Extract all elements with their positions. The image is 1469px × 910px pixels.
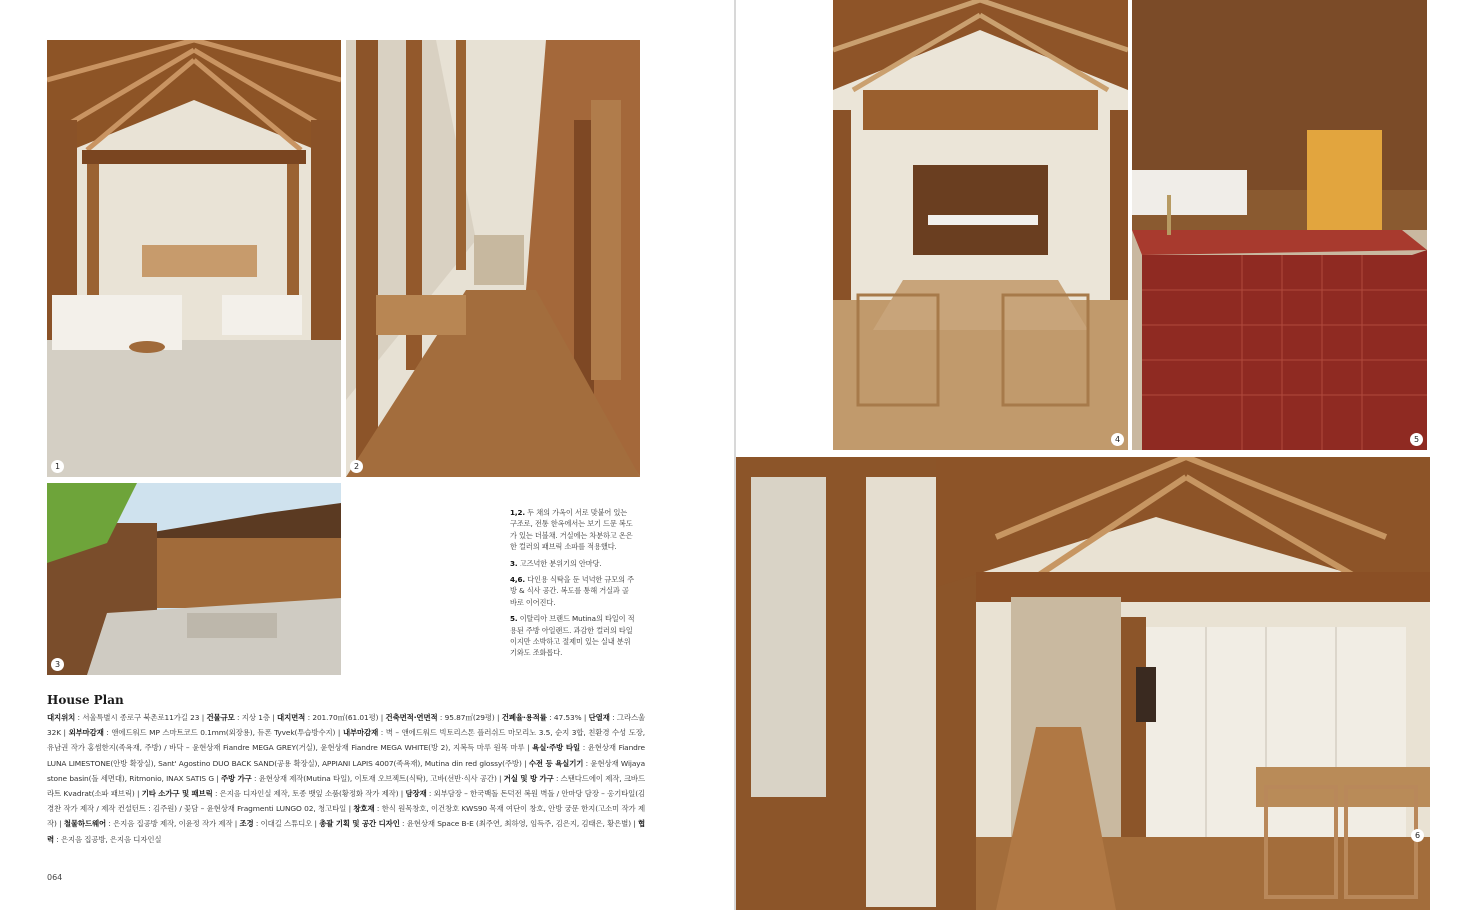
- living-room-illustration: [47, 40, 341, 477]
- spec-value: 윤현상재 제작(Mutina 타일), 이토재 오브젝트(식탁), 고바(선반·식사 공간): [258, 773, 497, 783]
- caption-text: 다인용 식탁을 둔 넉넉한 규모의 주방 & 식사 공간. 복도를 통해 거실과 골바로 이어진다.: [510, 575, 634, 607]
- corridor-illustration: [346, 40, 640, 477]
- spec-value: 윤현상재 Fiandre LUNA LIMESTONE(안방 확장실), Sant' Agostino DUO BACK SAND(공용 확장실), APPIANI LAPIS 4007(족욕재), Mutina din red glossy(주방): [47, 743, 645, 768]
- spec-value: 한식 원목창호, 이건창호 KWS90 목재 여단이 창호, 안방 궁문 한지(고소미 작가 제작): [47, 804, 646, 829]
- spec-label: 수전 등 욕실기기: [528, 758, 584, 768]
- spec-value: 윤현상재 Wijaya stone basin(돌 세면대), Ritmonio, INAX SATIS G: [47, 758, 646, 783]
- photo-interior-wide: [736, 457, 1430, 910]
- spec-label: 건물규모: [206, 713, 235, 722]
- caption-number: 4,6.: [510, 575, 526, 585]
- spec-value: 외부담장 – 한국백돌 돈덕전 복원 벽돌 / 안마당 담장 – 옹기타일(김경찬 작가 제작 / 제작 컨설턴트 : 김주원) / 꽃담 – 윤현상재 Fragmenti LUNGO 02, 청고타일: [47, 789, 646, 814]
- caption-item: [510, 574, 635, 608]
- spec-label: 단열재: [588, 713, 610, 722]
- spec-value: 은지음 집공방, 은지음 디자인실: [60, 834, 162, 844]
- spec-label: 건축면적·연면적: [385, 713, 438, 722]
- caption-text: 두 채의 가옥이 서로 맞붙어 있는 구조로, 전통 한옥에서는 보기 드문 복도가 있는 더블채. 거실에는 차분하고 온은한 컬러의 패브릭 소파를 적용했다.: [510, 508, 633, 552]
- spec-value: 은지음 집공방 제작, 이윤정 작가 제작: [113, 819, 233, 829]
- photo-number-badge: 1: [51, 460, 64, 473]
- dining-room-illustration: [833, 0, 1128, 450]
- spec-value: 그라스울 32K: [47, 713, 646, 738]
- photo-captions: [510, 507, 635, 664]
- spec-value: 윤현상재 Space B-E (최주연, 최하영, 임득주, 김은지, 김태은, 황은별): [406, 819, 632, 829]
- spec-label: 거실 및 방 가구: [503, 773, 554, 783]
- house-plan-specs: 대지위치 : 서울특별시 종로구 북촌로11가길 23 | 건물규모 : 지상 1층 | 대지면적 : 201.70㎡(61.01평) | 건축면적·연면적 : 95.87㎡(29평) | 건폐율·용적률 : 47.53% | 단열재 : 그라스울 32K | 외부마감재 : 앤에드워드 MP 스마트코드 0.1mm(외장용), 듀폰 Tyvek(투습방수지) | 내부마감재 : 벽 – 앤에드워드 빅토리스톤 플러쉬드 마모리노 3.5, 순지 3합, 친환경 수성 도장, 유남권 작가 홍썸한지(족욕재, 주방) / 바닥 – 윤현상재 Fiandre MEGA GREY(거실), 윤현상재 Fiandre MEGA WHITE(방 2), 지복득 마루 원목 마루 | 욕실·주방 타일 : 윤현상재 Fiandre LUNA LIMESTONE(안방 확장실), Sant' Agostino DUO BACK SAND(공용 확장실), APPIANI LAPIS 4007(족욕재), Mutina din red glossy(주방) | 수전 등 욕실기기 : 윤현상재 Wijaya stone basin(돌 세면대), Ritmonio, INAX SATIS G | 주방 가구 : 윤현상재 제작(Mutina 타일), 이토재 오브젝트(식탁), 고바(선반·식사 공간) | 거실 및 방 가구 : 스탠다드에이 제작, 크바드라트 Kvadrat(소파 패브릭) | 기타 소가구 및 패브릭 : 은지음 디자인실 제작, 토종 뱃잎 소품(황정화 작가 제작) | 담장재 : 외부담장 – 한국백돌 돈덕전 복원 벽돌 / 안마당 담장 – 옹기타일(김경찬 작가 제작 / 제작 컨설턴트 : 김주원) / 꽃담 – 윤현상재 Fragmenti LUNGO 02, 청고타일 | 창호재 : 한식 원목창호, 이건창호 KWS90 목재 여단이 창호, 안방 궁문 한지(고소미 작가 제작) | 철물하드웨어 : 은지음 집공방 제작, 이윤정 작가 제작 | 조경 : 이대길 스튜디오 | 총괄 기획 및 공간 디자인 : 윤현상재 Space B-E (최주연, 최하영, 임득주, 김은지, 김태은, 황은별) | 협력 : 은지음 집공방, 은지음 디자인실: [47, 713, 646, 844]
- caption-number: 5.: [510, 614, 518, 624]
- spec-label: 창호재: [353, 804, 375, 814]
- photo-living-room: [47, 40, 341, 477]
- spec-value: 지상 1층: [241, 713, 270, 722]
- photo-number-badge: 2: [350, 460, 363, 473]
- photo-kitchen-island: [1132, 0, 1427, 450]
- courtyard-illustration: [47, 483, 341, 675]
- spec-label: 내부마감재: [342, 728, 379, 738]
- spec-value: 95.87㎡(29평): [444, 713, 495, 722]
- caption-item: [510, 507, 635, 553]
- caption-number: 1,2.: [510, 508, 526, 517]
- spec-value: 벽 – 앤에드워드 빅토리스톤 플러쉬드 마모리노 3.5, 순지 3합, 친환경 수성 도장, 유남권 작가 홍썸한지(족욕재, 주방) / 바닥 – 윤현상재 Fiandre MEGA GREY(거실), 윤현상재 Fiandre MEGA WHITE(방 2), 지복득 마루 원목 마루: [47, 728, 645, 753]
- spec-label: 조경: [239, 819, 254, 829]
- photo-dining-room: [833, 0, 1128, 450]
- house-plan-title: House Plan: [47, 693, 124, 707]
- spec-value: 은지음 디자인실 제작, 토종 뱃잎 소품(황정화 작가 제작): [219, 789, 399, 799]
- caption-text: 고즈넉한 분위기의 안마당.: [519, 558, 602, 568]
- photo-number-badge: 5: [1410, 433, 1423, 446]
- spec-label: 철물하드웨어: [63, 819, 107, 829]
- spec-label: 담장재: [405, 789, 427, 799]
- photo-number-badge: 4: [1111, 433, 1124, 446]
- photo-number-badge: 6: [1411, 829, 1424, 842]
- kitchen-island-illustration: [1132, 0, 1427, 450]
- spec-label: 기타 소가구 및 패브릭: [141, 789, 213, 799]
- spec-value: 스탠다드에이 제작, 크바드라트 Kvadrat(소파 패브릭): [47, 773, 645, 799]
- spec-label: 욕실·주방 타일: [532, 743, 581, 753]
- page-number: 064: [47, 873, 63, 882]
- spec-label: 총괄 기획 및 공간 디자인: [319, 819, 400, 829]
- caption-item: [510, 613, 635, 659]
- spec-label: 대지위치: [47, 713, 76, 722]
- caption-text: 이탈리아 브랜드 Mutina의 타일이 적용된 주방 아일랜드. 과감한 컬러의 타일이지만 소박하고 절제미 있는 실내 분위기와도 조화롭다.: [510, 614, 635, 658]
- photo-courtyard: [47, 483, 341, 675]
- spec-value: 서울특별시 종로구 북촌로11가길 23: [82, 713, 200, 722]
- spec-label: 대지면적: [277, 713, 306, 722]
- spec-value: 47.53%: [553, 713, 582, 722]
- spec-value: 앤에드워드 MP 스마트코드 0.1mm(외장용), 듀폰 Tyvek(투습방수지): [111, 728, 336, 738]
- interior-wide-illustration: [736, 457, 1430, 910]
- spec-value: 이대길 스튜디오: [260, 819, 313, 829]
- spec-label: 협력: [47, 819, 646, 844]
- right-page: [736, 0, 1469, 910]
- spec-value: 201.70㎡(61.01평): [312, 713, 379, 722]
- caption-item: [510, 558, 635, 569]
- spec-label: 외부마감재: [68, 728, 104, 738]
- photo-corridor: [346, 40, 640, 477]
- caption-number: 3.: [510, 558, 518, 568]
- spec-label: 주방 가구: [221, 773, 252, 783]
- photo-number-badge: 3: [51, 658, 64, 671]
- spec-label: 건폐율·용적률: [501, 713, 547, 722]
